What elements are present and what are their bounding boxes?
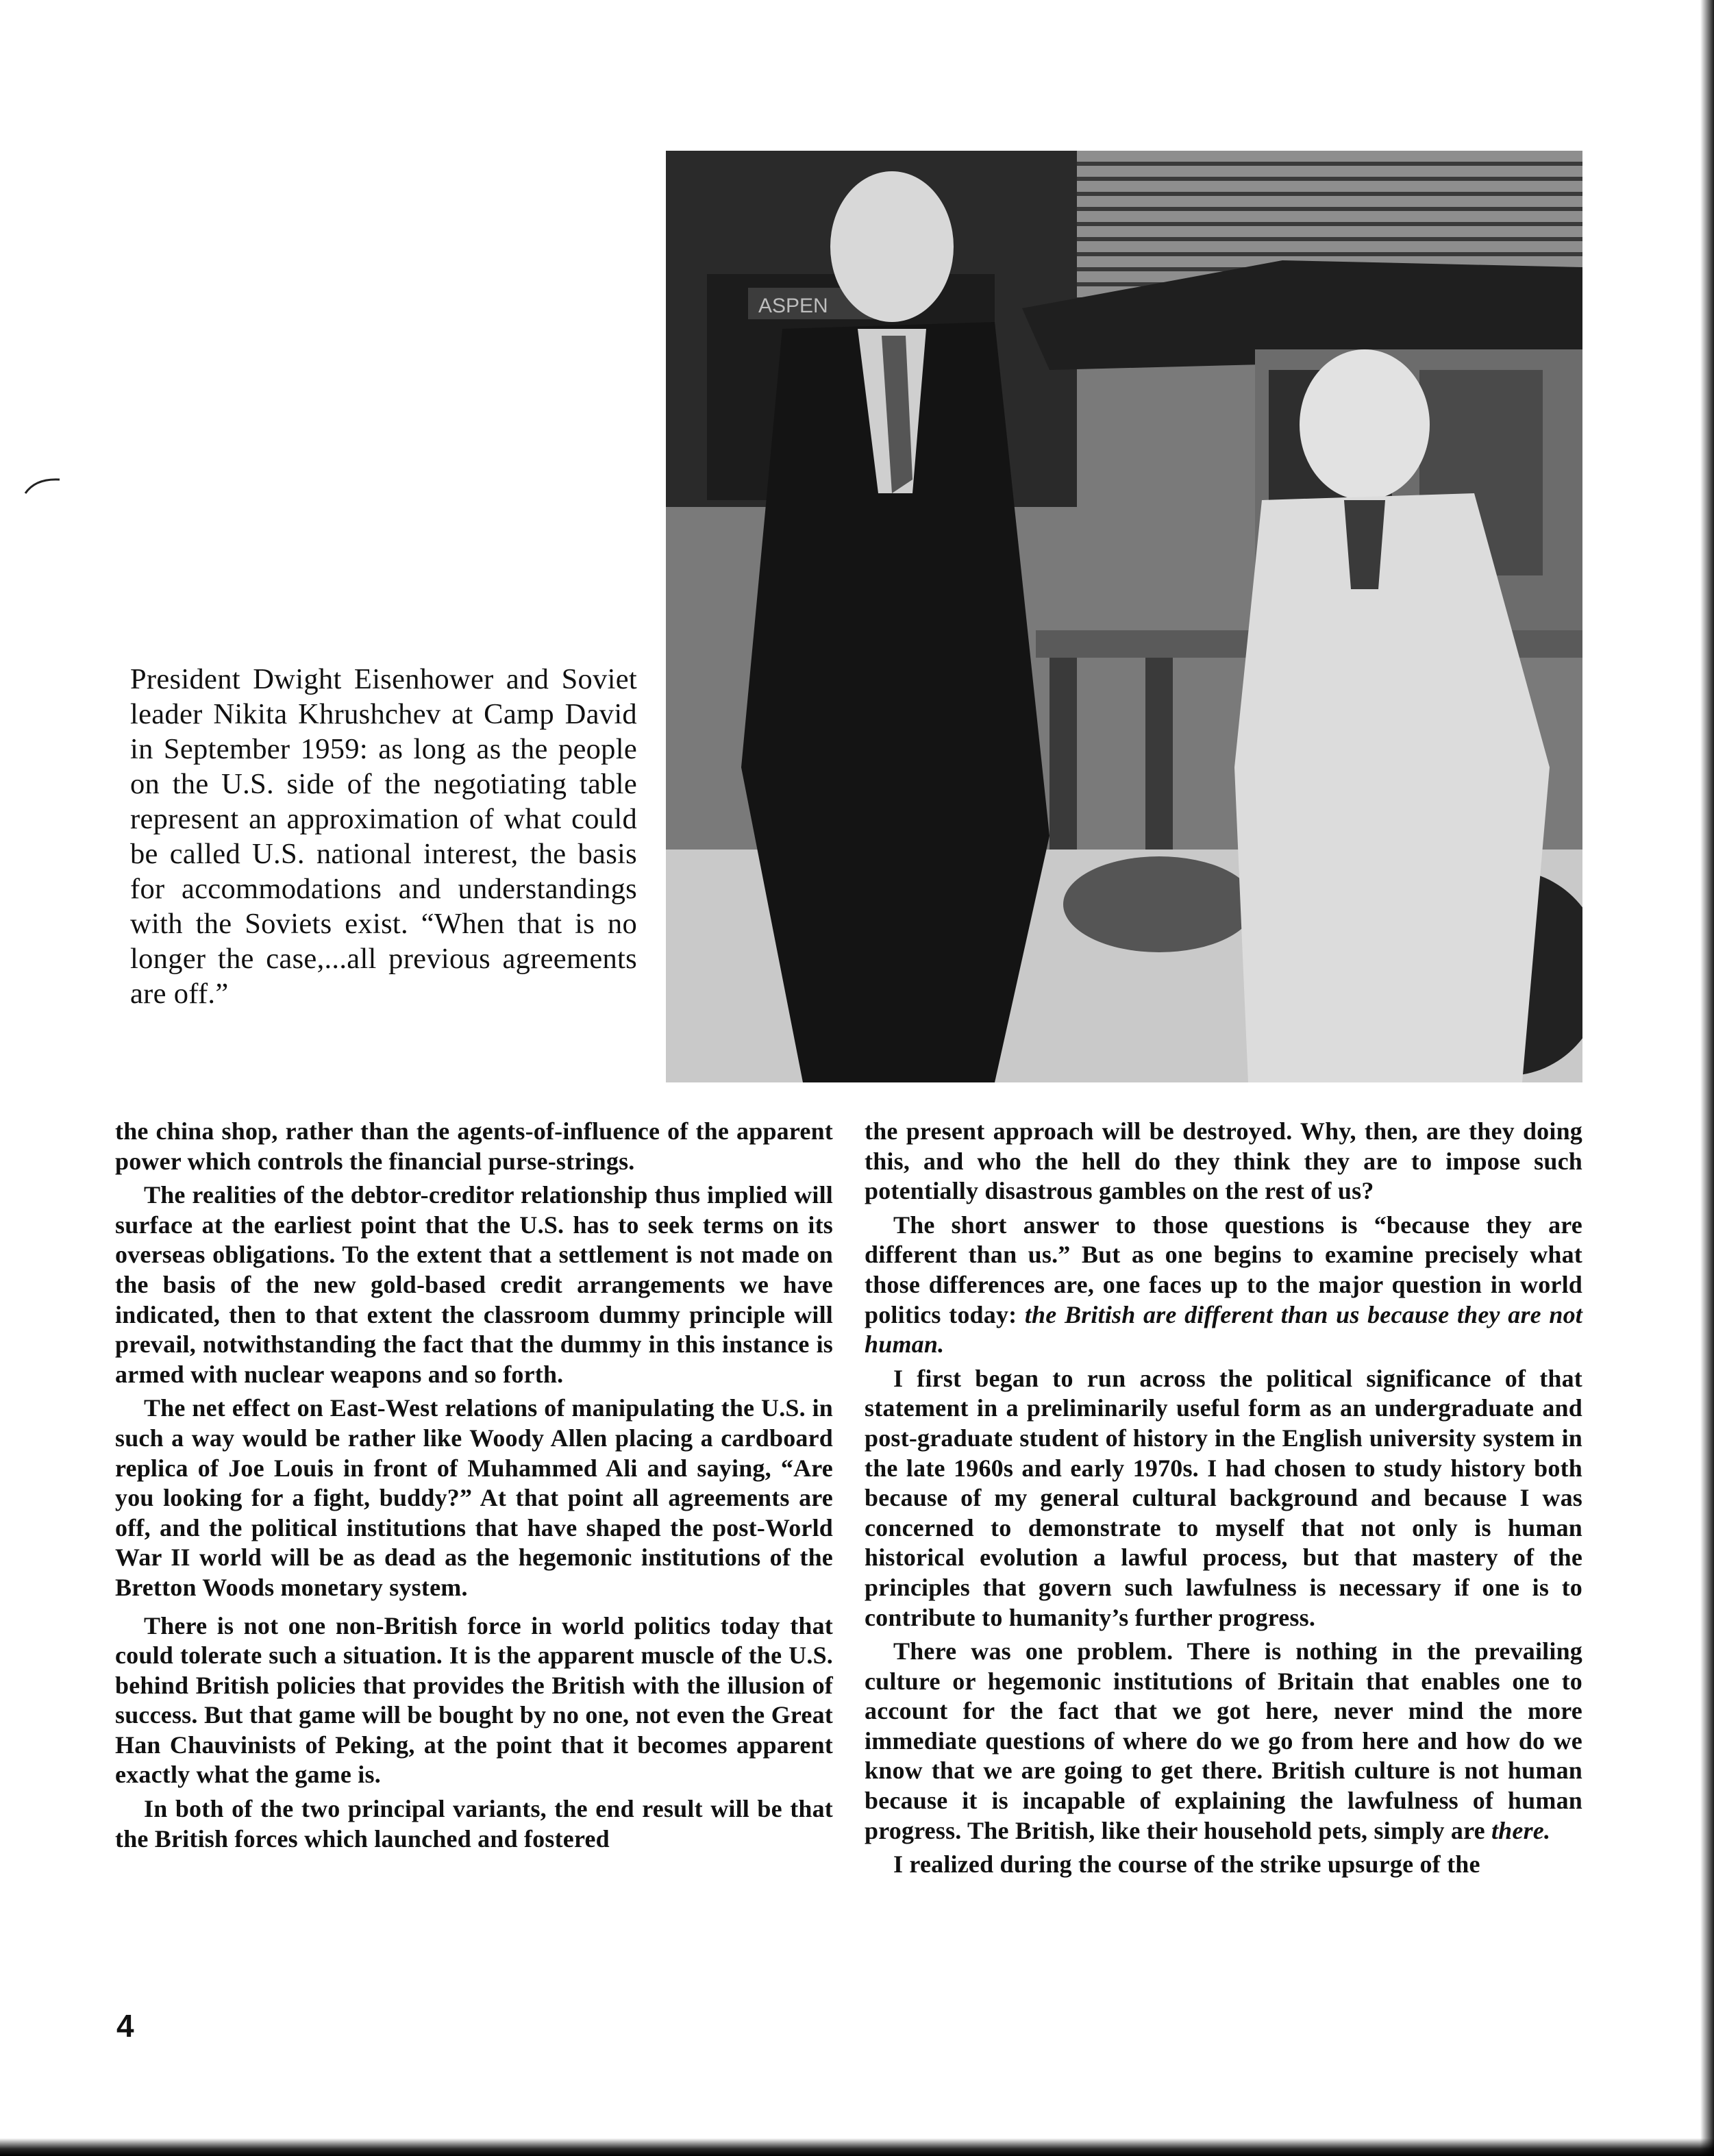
right-paragraph-4-text: There was one problem. There is nothing in the prevailing culture or hegemonic institutions of Britain that enables one to account for the fact that we got here, never mind the more immediate questions of where do we go from here and how do we know that we are going to get there. British culture is not human because it is incapable of explaining the lawfulness of human progress. The British, like their household pets, simply are bbox=[865, 1637, 1582, 1844]
right-column bbox=[865, 1117, 1582, 1884]
right-paragraph-2-emphasis: the British are different than us because they are not human. bbox=[865, 1300, 1583, 1359]
scan-edge-bottom bbox=[0, 2138, 1714, 2156]
margin-scratch-mark bbox=[22, 473, 63, 500]
eisenhower-khrushchev-photo bbox=[666, 151, 1582, 1082]
right-paragraph-2-text: The short answer to those questions is “because they are different than us.” But as one begins to examine precisely what those differences are, one faces up to the major question in world politics today: bbox=[865, 1211, 1582, 1328]
aspen-sign-text: ASPEN bbox=[758, 295, 828, 317]
right-paragraph-1: the present approach will be destroyed. Why, then, are they doing this, and who the hell do they think they are to impose such potentially disastrous gambles on the rest of us? bbox=[865, 1117, 1582, 1205]
photo-caption: President Dwight Eisenhower and Soviet leader Nikita Khrushchev at Camp David in September 1959: as long as the people on the U.S. side of the negotiating table represent an approximation of what could be called U.S. national interest, the basis for accommodations and understandings with the Soviets exist. “When that is no longer the case,...all previous agreements are off.” bbox=[130, 663, 637, 1010]
right-paragraph-5: I realized during the course of the strike upsurge of the bbox=[893, 1850, 1480, 1879]
scan-edge-right bbox=[1700, 0, 1714, 2156]
left-paragraph-4: There is not one non-British force in world politics today that could tolerate such a situation. It is the apparent muscle of the U.S. behind British policies that provides the British with the illusion of success. But that game will be bought by no one, not even the Great Han Chauvinists of Peking, at the point that it becomes apparent exactly what the game is. bbox=[115, 1611, 833, 1789]
right-paragraph-4 bbox=[865, 1637, 1582, 1846]
right-paragraph-3: I first began to run across the political significance of that statement in a preliminarily useful form as an undergraduate and post-graduate student of history in the English university system in the late 1960s and early 1970s. I had chosen to study history both because of my general cultural background and because I was concerned to demonstrate to myself that not only is human historical evolution a lawful process, but that mastery of the principles that govern such lawfulness is necessary if one is to contribute to humanity’s further progress. bbox=[865, 1364, 1582, 1631]
page-number: 4 bbox=[116, 2008, 134, 2044]
right-paragraph-2 bbox=[865, 1211, 1582, 1360]
right-paragraph-4-emphasis: there. bbox=[1491, 1816, 1551, 1844]
left-paragraph-1: the china shop, rather than the agents-of-influence of the apparent power which controls the financial purse-strings. bbox=[115, 1117, 833, 1175]
photo-illustration bbox=[666, 151, 1582, 1082]
left-column bbox=[115, 1117, 833, 1858]
left-paragraph-3: The net effect on East-West relations of manipulating the U.S. in such a way would be rather like Woody Allen placing a cardboard replica of Joe Louis in front of Muhammed Ali and saying, “Are you looking for a fight, buddy?” At that point all agreements are off, and the political institutions that have shaped the post-World War II world will be as dead as the hegemonic institutions of the Bretton Woods monetary system. bbox=[115, 1394, 833, 1601]
left-paragraph-5: In both of the two principal variants, the end result will be that the British forces which launched and fostered bbox=[115, 1795, 833, 1853]
left-paragraph-2: The realities of the debtor-creditor relationship thus implied will surface at the earliest point that the U.S. has to seek terms on its overseas obligations. To the extent that a settlement is not made on the basis of the new gold-based credit arrangements we have indicated, then to that extent the classroom dummy principle will prevail, notwithstanding the fact that the dummy in this instance is armed with nuclear weapons and so forth. bbox=[115, 1181, 833, 1388]
